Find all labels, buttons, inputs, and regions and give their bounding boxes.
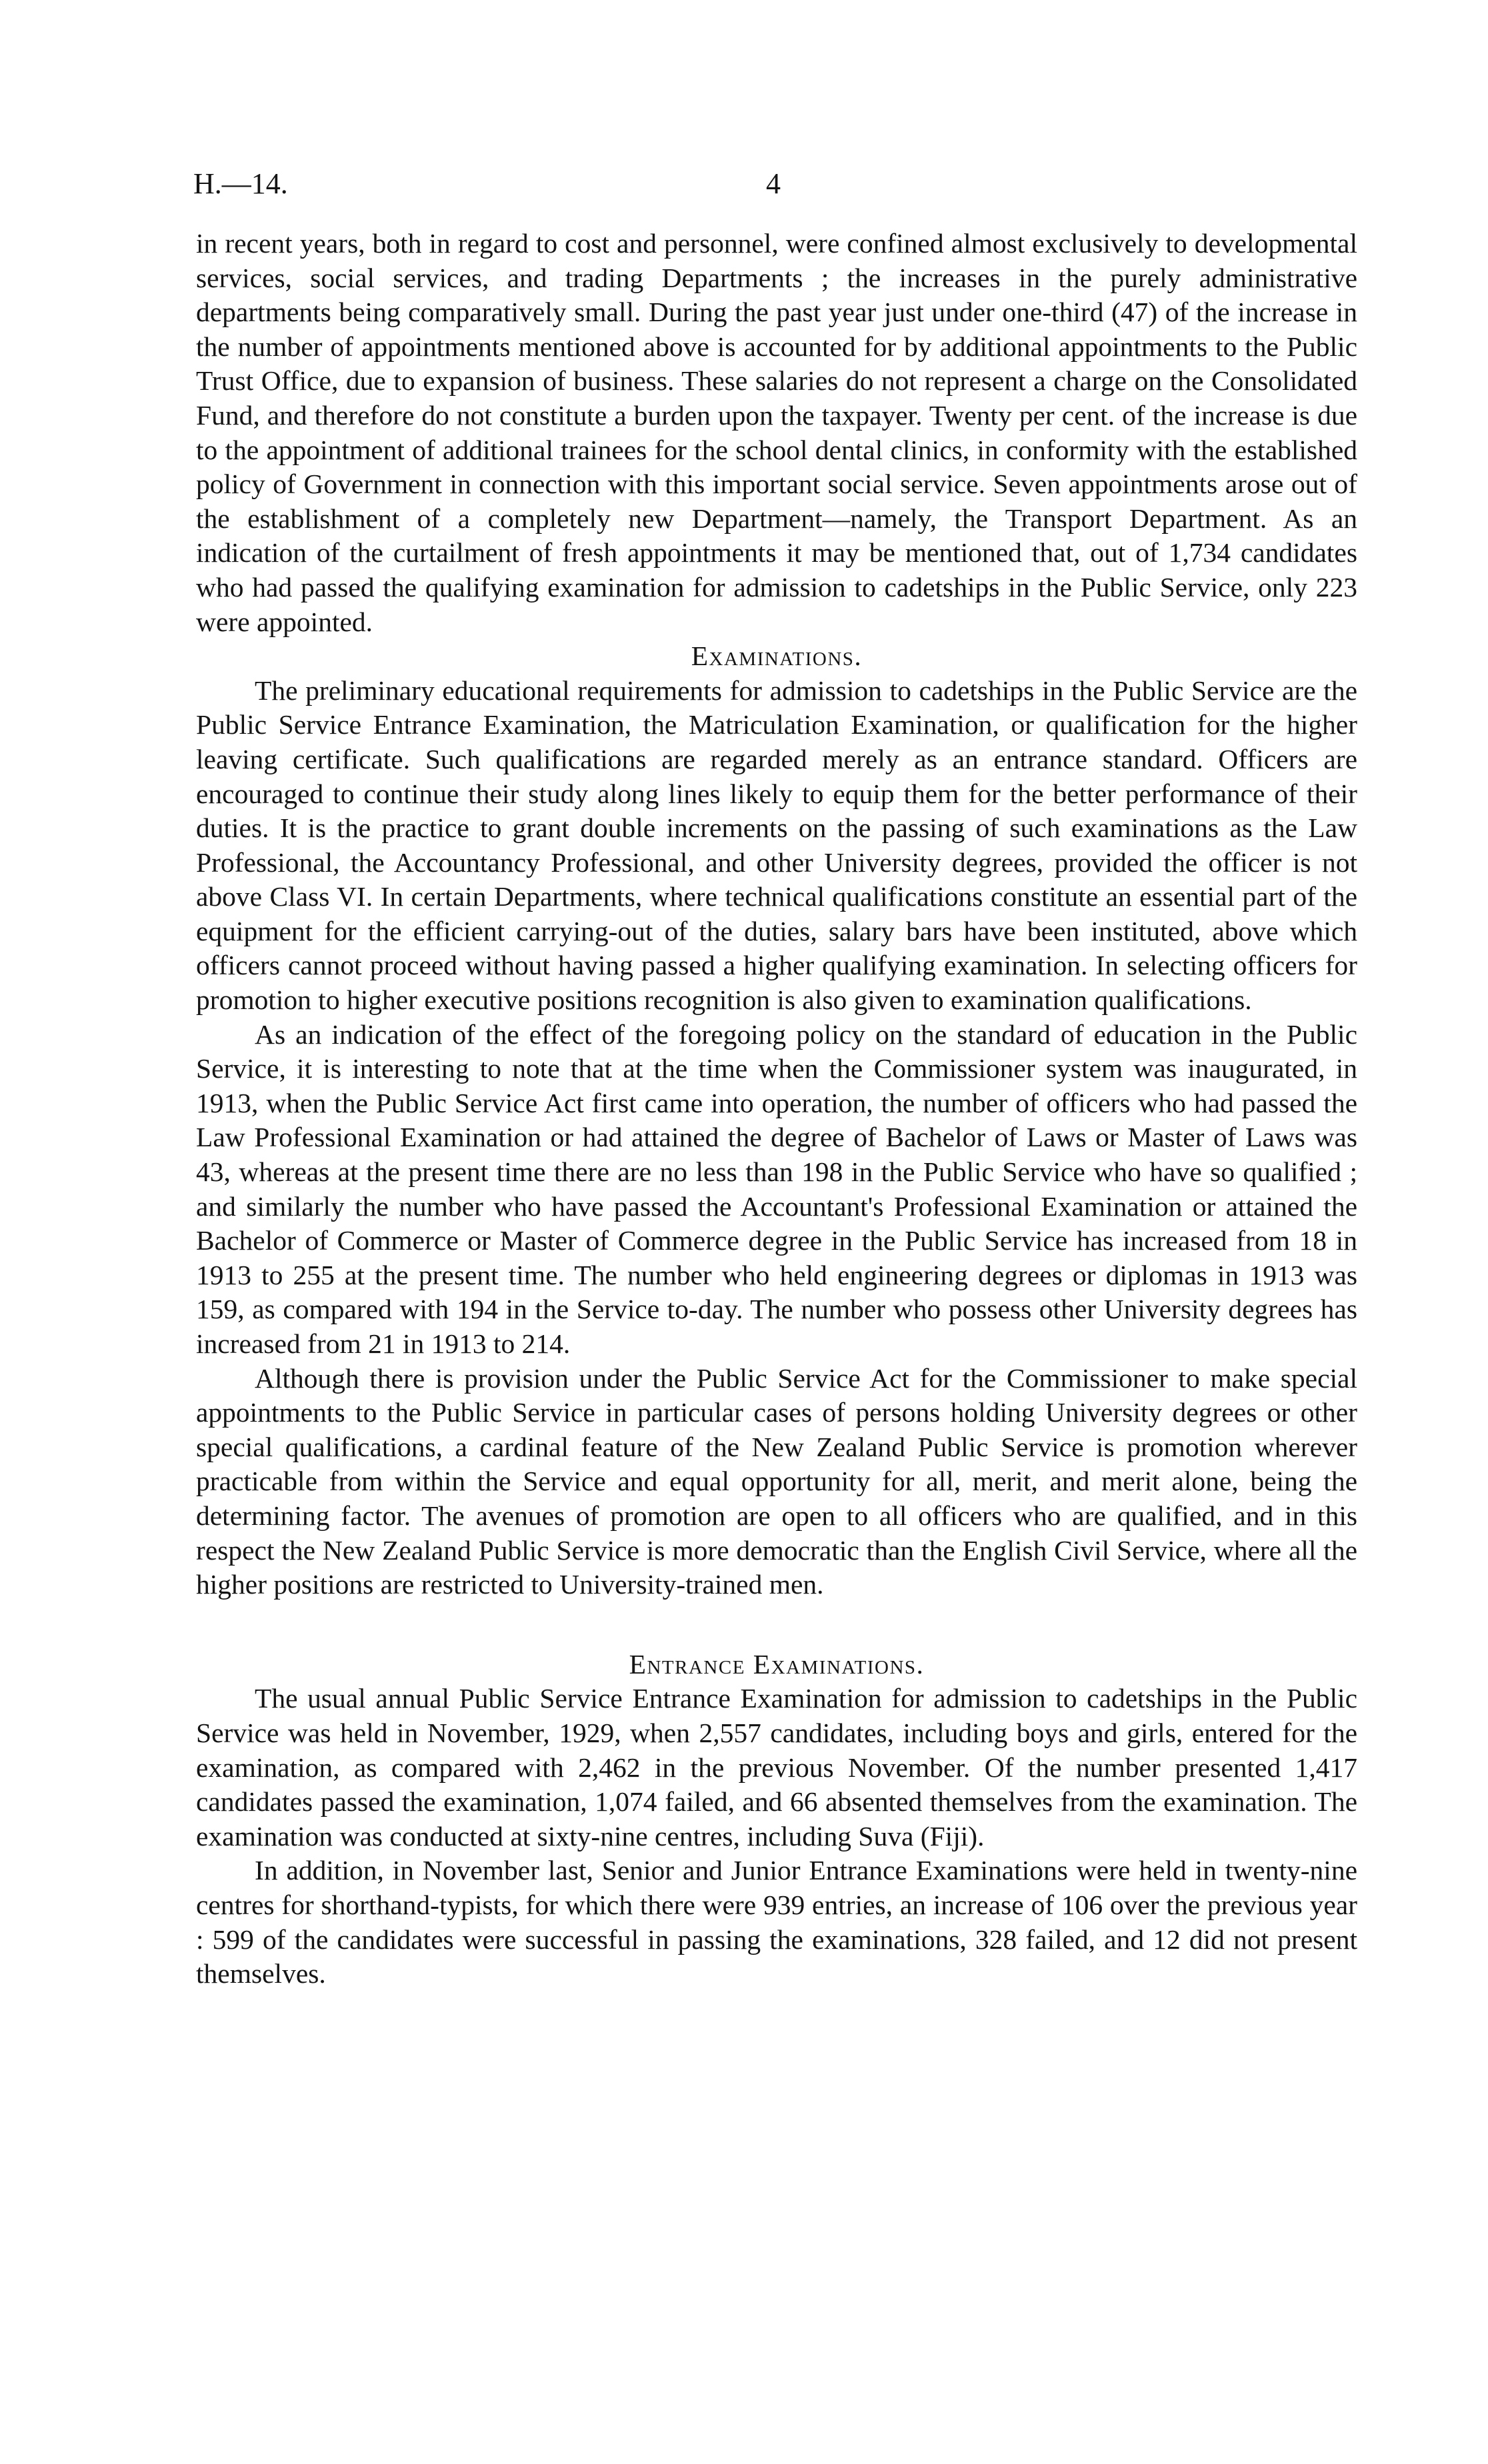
paragraph-educational-requirements: The preliminary educational requirements for admission to cadetships in the Public Service are the Public Service Entrance Examination, the Matriculation Examination, or qualification for the higher leaving certificate. Such qualifications are regarded merely as an entrance standard. Officers are encouraged to continue their study along lines likely to equip them for the better performance of their duties. It is the practice to grant double increments on the passing of such examinations as the Law Professional, the Accountancy Professional, and other University degrees, provided the officer is not above Class VI. In certain Departments, where technical qualifications constitute an essential part of the equipment for the efficient carrying-out of the duties, salary bars have been instituted, above which officers cannot proceed without having passed a higher qualifying examination. In selecting officers for promotion to higher executive positions recognition is also given to examination qualifications. bbox=[196, 674, 1357, 1016]
section-heading-entrance-examinations: Entrance Examinations. bbox=[629, 1648, 925, 1680]
page-header bbox=[193, 167, 1353, 207]
paragraph-annual-entrance-examination: The usual annual Public Service Entrance Examination for admission to cadetships in the Public Service was held in November, 1929, when 2,557 candidates, including boys and girls, entered for the examination, as compared with 2,462 in the previous November. Of the number presented 1,417 candidates passed the examination, 1,074 failed, and 66 absented themselves from the examination. The examination was conducted at sixty-nine centres, including Suva (Fiji). bbox=[196, 1683, 1357, 1851]
document-body bbox=[196, 227, 1357, 1991]
document-reference: H.—14. bbox=[193, 167, 288, 200]
section-spacer bbox=[196, 1602, 1357, 1648]
paragraph-continuation: in recent years, both in regard to cost and personnel, were confined almost exclusively to developmental services, social services, and trading Departments ; the increases in the purely administrative departments being comparatively small. During the past year just under one-third (47) of the increase in the number of appointments mentioned above is accounted for by additional appointments to the Public Trust Office, due to expansion of business. These salaries do not represent a charge on the Consolidated Fund, and therefore do not constitute a burden upon the taxpayer. Twenty per cent. of the increase is due to the appointment of additional trainees for the school dental clinics, in conformity with the established policy of Government in connection with this important social service. Seven appointments arose out of the establishment of a completely new Department—namely, the Transport Department. As an indication of the curtailment of fresh appointments it may be mentioned that, out of 1,734 candidates who had passed the qualifying examination for admission to cadetships in the Public Service, only 223 were appointed. bbox=[196, 228, 1357, 637]
paragraph-shorthand-typist-examinations: In addition, in November last, Senior and Junior Entrance Examinations were held in twenty-nine centres for shorthand-typists, for which there were 939 entries, an increase of 106 over the previous year : 599 of the candidates were successful in passing the examinations, 328 failed, and 12 did not present themselves. bbox=[196, 1855, 1357, 1989]
paragraph-education-standard: As an indication of the effect of the foregoing policy on the standard of education in the Public Service, it is interesting to note that at the time when the Commissioner system was inaugurated, in 1913, when the Public Service Act first came into operation, the number of officers who had passed the Law Professional Examination or had attained the degree of Bachelor of Laws or Master of Laws was 43, whereas at the present time there are no less than 198 in the Public Service who have so qualified ; and similarly the number who have passed the Accountant's Professional Examination or attained the Bachelor of Commerce or Master of Commerce degree in the Public Service has increased from 18 in 1913 to 255 at the present time. The number who held engineering degrees or diplomas in 1913 was 159, as compared with 194 in the Service to-day. The number who possess other University degrees has increased from 21 in 1913 to 214. bbox=[196, 1018, 1357, 1359]
section-heading-examinations: Examinations. bbox=[691, 640, 863, 672]
page-number: 4 bbox=[766, 167, 781, 200]
paragraph-promotion: Although there is provision under the Public Service Act for the Commissioner to make special appointments to the Public Service in particular cases of persons holding University degrees or other special qualifications, a cardinal feature of the New Zealand Public Service is promotion wherever practicable from within the Service and equal opportunity for all, merit, and merit alone, being the determining factor. The avenues of promotion are open to all officers who are qualified, and in this respect the New Zealand Public Service is more democratic than the English Civil Service, where all the higher positions are restricted to University-trained men. bbox=[196, 1362, 1357, 1600]
